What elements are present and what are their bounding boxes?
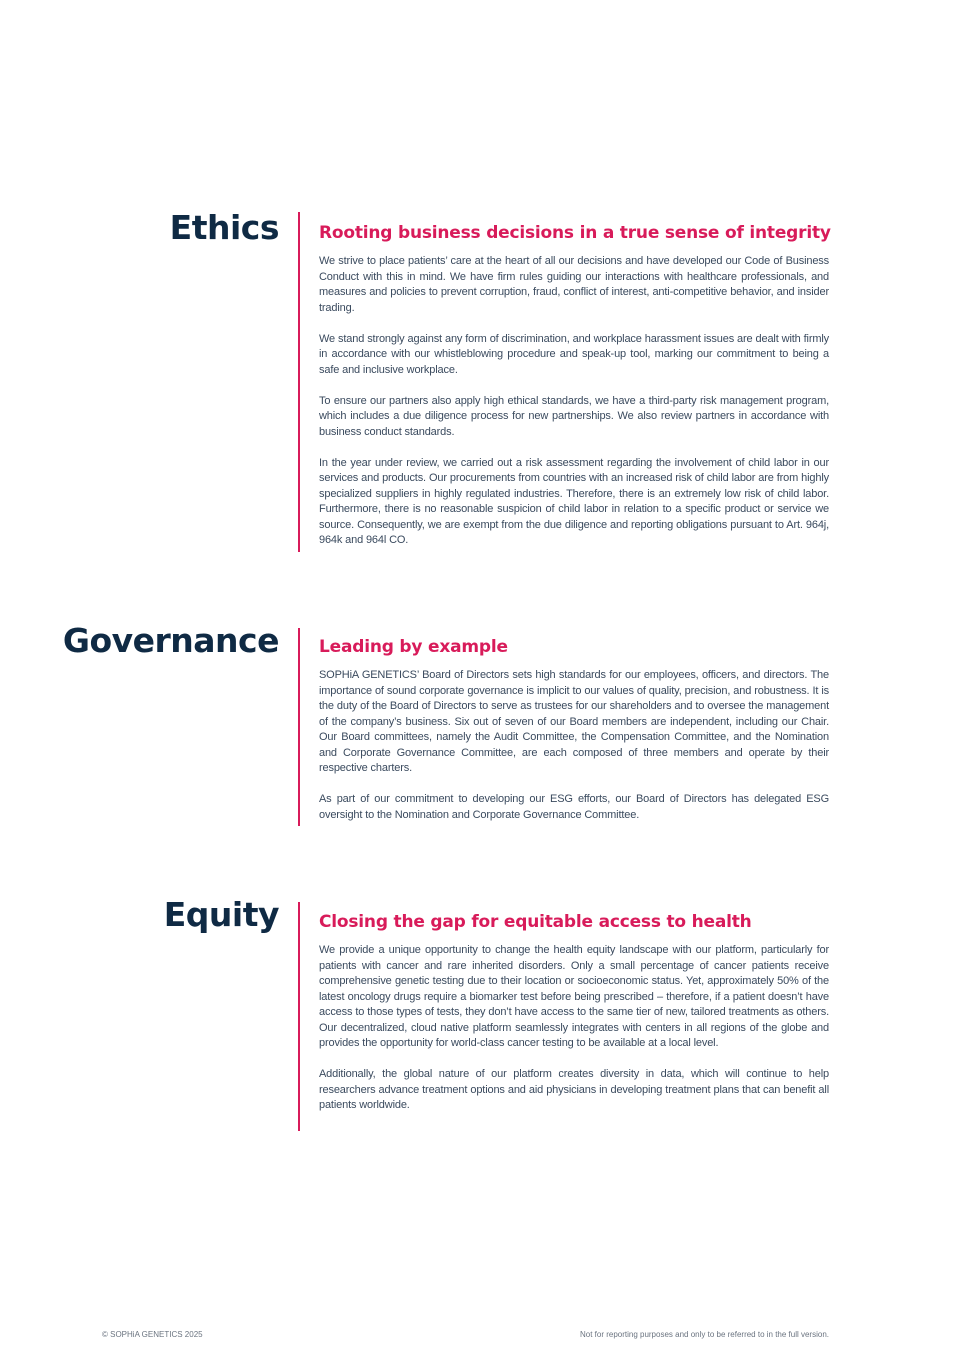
body-paragraph: SOPHiA GENETICS’ Board of Directors sets high standards for our employees, officers, and directors. The importance of sound corporate governance is implicit to our values of quality, precision, and robustness. It is the duty of the Board of Directors to serve as trustees for our shareholders and to oversee the management of the company’s business. Six out of seven of our Board members are independent, including our Chair. Our Board committees, namely the Audit Committee, the Compensation Committee, and the Nomination and Corporate Governance Committee, are each composed of three members and operate by their respective charters. [319,669,829,774]
section-subtitle: Leading by example [319,637,508,657]
section-content [319,222,829,549]
section-heading-equity: Equity [163,895,279,934]
section-divider [298,628,300,826]
section-heading-governance: Governance [62,621,279,660]
body-paragraph: In the year under review, we carried out a risk assessment regarding the involvement of child labor in our services and products. Our procurements from countries with an increased risk of child labor are from highly specialized suppliers in highly regulated industries. Therefore, there is an extremely low risk of child labor. Furthermore, there is no reasonable suspicion of child labor in relation to a specific product or service we source. Consequently, we are exempt from the due diligence and reporting obligations pursuant to Art. 964j, 964k and 964l CO. [319,456,829,546]
section-heading-ethics: Ethics [169,208,279,247]
footer-copyright: © SOPHiA GENETICS 2025 [102,1330,203,1339]
section-divider [298,902,300,1131]
body-paragraph: To ensure our partners also apply high ethical standards, we have a third-party risk management program, which includes a due diligence process for new partnerships. We also review partners in accordance with business conduct standards. [319,394,829,438]
footer-disclaimer: Not for reporting purposes and only to be referred to in the full version. [579,1330,829,1339]
section-divider [298,212,300,552]
body-paragraph: We strive to place patients’ care at the heart of all our decisions and have developed our Code of Business Conduct with this in mind. We have firm rules guiding our interactions with healthcare professionals, and measures and policies to prevent corruption, fraud, conflict of interest, anti-competitive behavior, and insider trading. [319,255,829,314]
body-paragraph: As part of our commitment to developing our ESG efforts, our Board of Directors has delegated ESG oversight to the Nomination and Corporate Governance Committee. [319,793,829,821]
body-paragraph: We provide a unique opportunity to change the health equity landscape with our platform, particularly for patients with cancer and rare inherited disorders. Only a small percentage of cancer patients receive comprehensive genetic testing due to their location or socioeconomic status. Yet, approximately 50% of the latest oncology drugs require a biomarker test before being prescribed – therefore, if a patient doesn’t have access to those types of tests, they don’t have access to the same tier of new, tailored treatments as others. Our decentralized, cloud native platform seamlessly integrates with centers in all regions of the globe and provides the opportunity for world-class cancer testing to be available at a local level. [319,944,829,1049]
section-content [319,911,829,1114]
body-paragraph: We stand strongly against any form of discrimination, and workplace harassment issues are dealt with firmly in accordance with our whistleblowing procedure and speak-up tool, marking our commitment to being a safe and inclusive workplace. [319,332,829,376]
section-subtitle: Closing the gap for equitable access to health [319,912,752,932]
section-content [319,636,829,823]
section-subtitle: Rooting business decisions in a true sense of integrity [319,223,831,243]
body-paragraph: Additionally, the global nature of our platform creates diversity in data, which will continue to help researchers advance treatment options and aid physicians in developing treatment plans that can benefit all patients worldwide. [319,1068,829,1111]
